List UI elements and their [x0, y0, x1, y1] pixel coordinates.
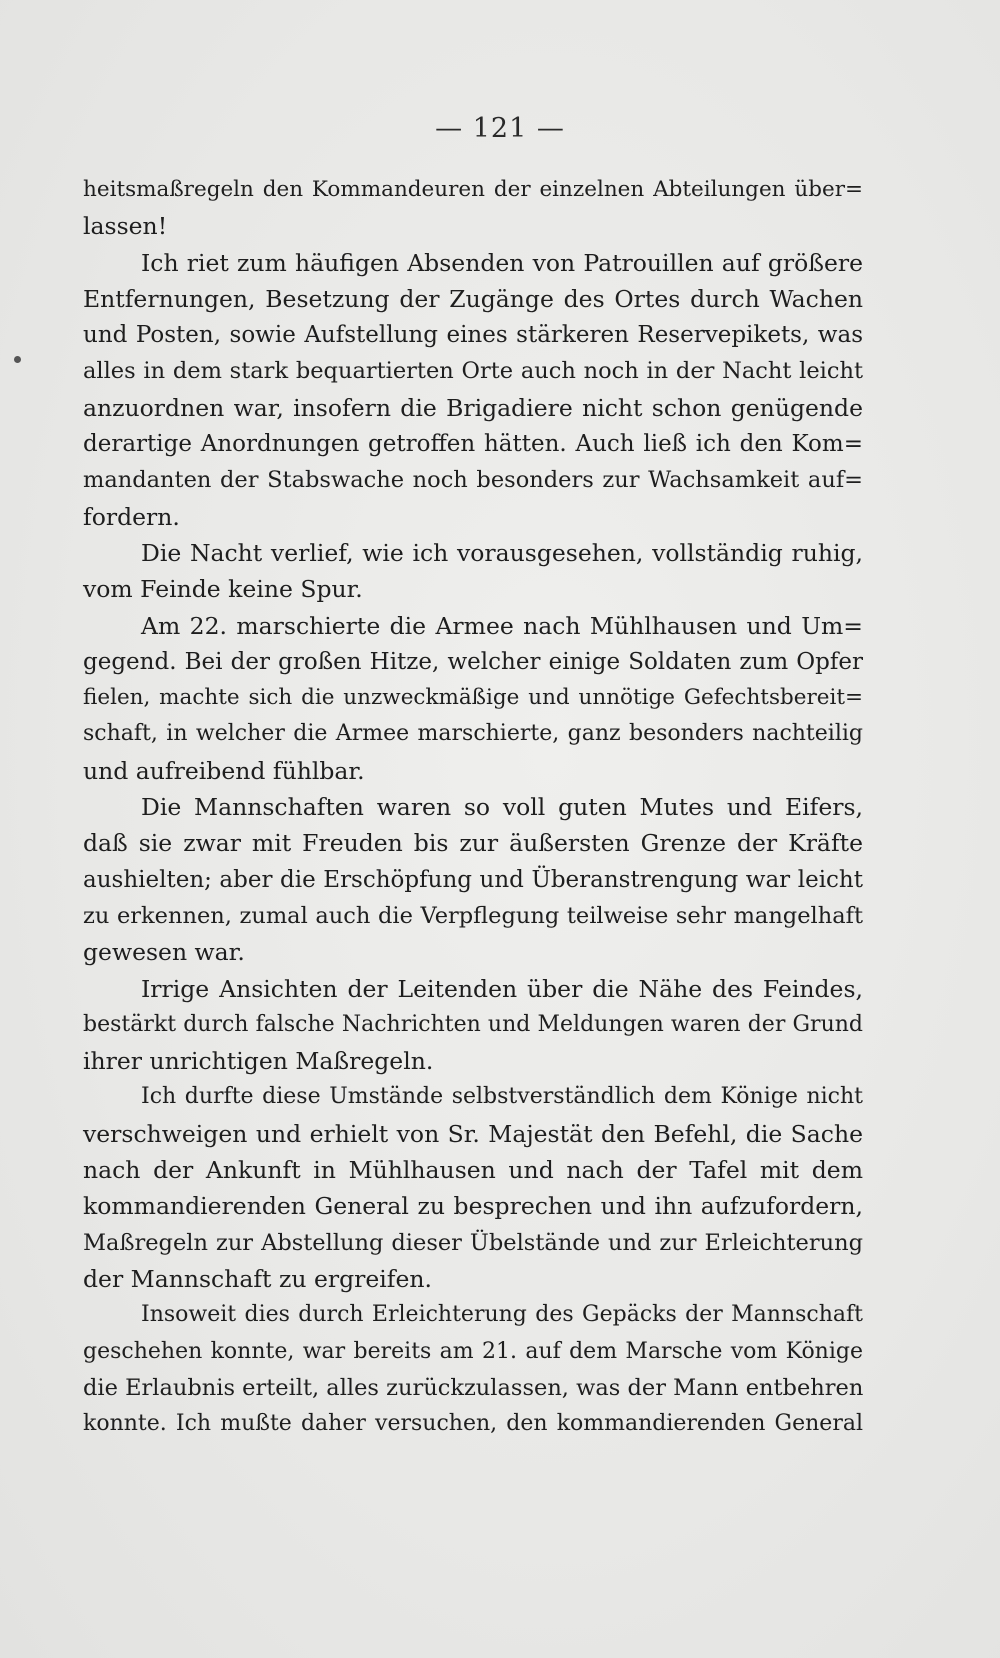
text-line: konnte. Ich mußte daher versuchen, den kommandierenden General: [83, 1411, 863, 1437]
body-text: [83, 172, 863, 1442]
text-line: vom Feinde keine Spur.: [83, 575, 363, 604]
text-line: verschweigen und erhielt von Sr. Majestät den Befehl, die Sache: [83, 1119, 863, 1148]
text-line: schaft, in welcher die Armee marschierte, ganz besonders nachteilig: [83, 721, 863, 747]
text-line: und Posten, sowie Aufstellung eines stärkeren Reservepikets, was: [83, 322, 863, 349]
text-line: daß sie zwar mit Freuden bis zur äußersten Grenze der Kräfte: [83, 829, 863, 858]
margin-dot-mark: [14, 356, 21, 363]
text-line: Entfernungen, Besetzung der Zugänge des Ortes durch Wachen: [83, 284, 863, 313]
text-line: Ich riet zum häufigen Absenden von Patrouillen auf größere: [141, 248, 863, 277]
text-line: Maßregeln zur Abstellung dieser Übelstände und zur Erleichterung: [83, 1229, 863, 1256]
text-line: heitsmaßregeln den Kommandeuren der einzelnen Abteilungen über=: [83, 177, 863, 202]
text-line: mandanten der Stabswache noch besonders zur Wachsamkeit auf=: [83, 467, 863, 494]
text-line: fielen, machte sich die unzweckmäßige und unnötige Gefechtsbereit=: [83, 685, 863, 711]
text-line: Ich durfte diese Umstände selbstverständlich dem Könige nicht: [141, 1084, 863, 1110]
text-line: Die Nacht verlief, wie ich vorausgesehen, vollständig ruhig,: [141, 538, 863, 567]
text-line: ihrer unrichtigen Maßregeln.: [83, 1047, 434, 1076]
text-line: Irrige Ansichten der Leitenden über die Nähe des Feindes,: [141, 974, 863, 1003]
text-line: fordern.: [83, 502, 180, 531]
text-line: aushielten; aber die Erschöpfung und Überanstrengung war leicht: [83, 866, 863, 893]
text-line: gewesen war.: [83, 938, 245, 967]
text-line: gegend. Bei der großen Hitze, welcher einige Soldaten zum Opfer: [83, 648, 863, 675]
text-line: nach der Ankunft in Mühlhausen und nach der Tafel mit dem: [83, 1156, 863, 1185]
page-number: — 121 —: [435, 113, 565, 144]
text-line: Die Mannschaften waren so voll guten Mutes und Eifers,: [141, 793, 863, 822]
text-line: der Mannschaft zu ergreifen.: [83, 1264, 433, 1293]
text-line: und aufreibend fühlbar.: [83, 756, 365, 785]
text-line: geschehen konnte, war bereits am 21. auf dem Marsche vom Könige: [83, 1338, 863, 1364]
text-line: Am 22. marschierte die Armee nach Mühlhausen und Um=: [141, 611, 863, 640]
text-line: Insoweit dies durch Erleichterung des Gepäcks der Mannschaft: [141, 1302, 863, 1328]
text-line: bestärkt durch falsche Nachrichten und Meldungen waren der Grund: [83, 1011, 863, 1037]
text-line: zu erkennen, zumal auch die Verpflegung teilweise sehr mangelhaft: [83, 902, 863, 929]
text-line: alles in dem stark bequartierten Orte auch noch in der Nacht leicht: [83, 358, 863, 385]
text-line: die Erlaubnis erteilt, alles zurückzulassen, was der Mann entbehren: [83, 1374, 864, 1401]
text-line: lassen!: [83, 212, 168, 241]
text-line: kommandierenden General zu besprechen und ihn aufzufordern,: [83, 1192, 863, 1221]
text-line: derartige Anordnungen getroffen hätten. Auch ließ ich den Kom=: [83, 431, 863, 458]
text-line: anzuordnen war, insofern die Brigadiere nicht schon genügende: [83, 393, 863, 422]
